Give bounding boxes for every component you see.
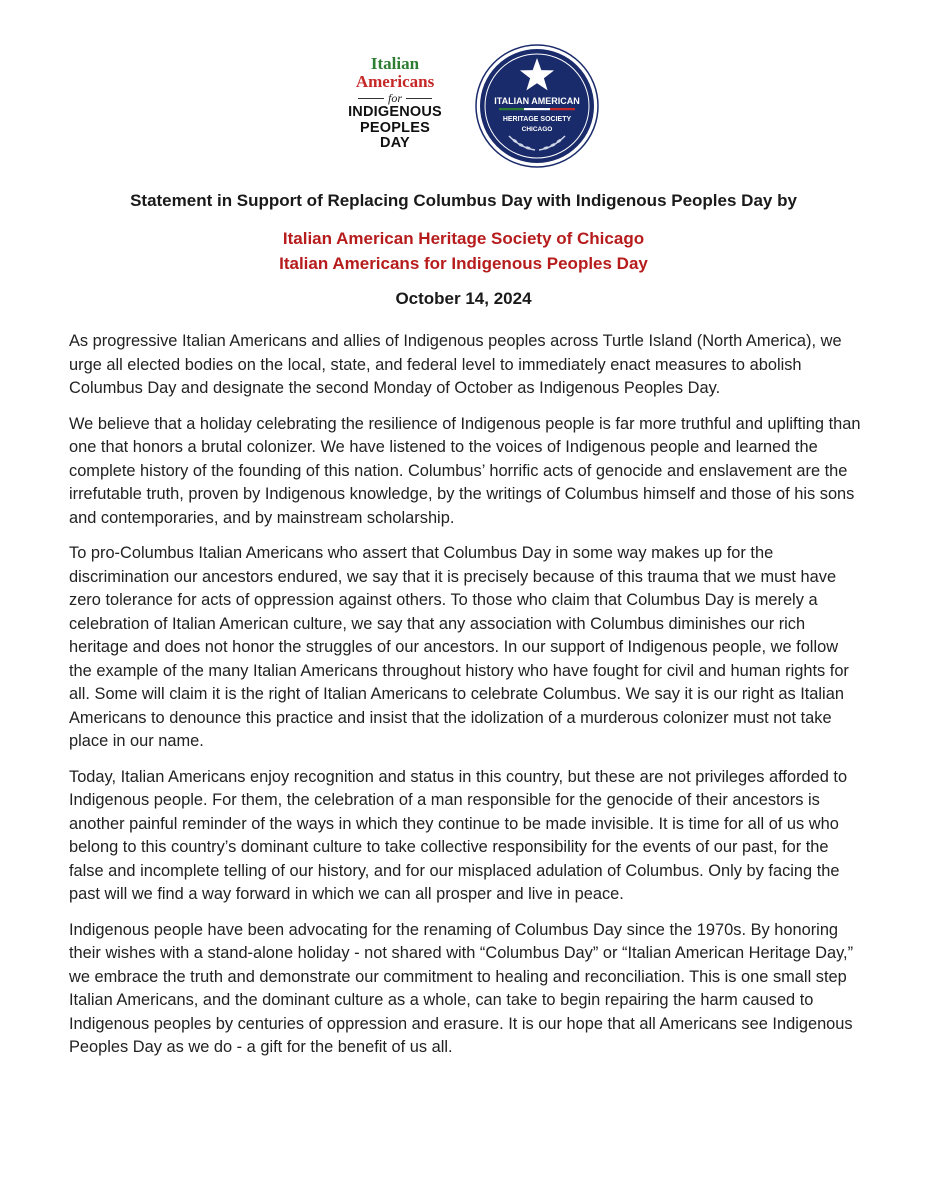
- logo-word-day: DAY: [380, 135, 410, 152]
- paragraph-2: We believe that a holiday celebrating the resilience of Indigenous people is far more truthful and uplifting than one that honors a brutal colonizer. We have listened to the voices of Indigenous people and learned the complete history of the founding of this nation. Columbus’ horrific acts of genocide and enslavement are the irrefutable truth, proven by Indigenous knowledge, by the writings of Columbus himself and those of his sons and contemporaries, and by mainstream scholarship.: [69, 414, 861, 527]
- logo-word-americans: Americans: [355, 72, 435, 91]
- logo-word-for: for: [387, 91, 402, 105]
- statement-body: [69, 330, 861, 1072]
- paragraph-4: Today, Italian Americans enjoy recognition and status in this country, but these are not privileges afforded to Indigenous people. For them, the celebration of a man responsible for the genocide of their ancestors is another painful reminder of the ways in which they continue to be made invisible. It is time for all of us who belong to this country’s dominant culture to take collective responsibility for the events of our past, for the false and incomplete telling of our history, and for our misplaced adulation of Columbus. Only by facing the past will we find a way forward in which we can all prosper and live in peace.: [69, 767, 848, 903]
- paragraph-3: To pro-Columbus Italian Americans who assert that Columbus Day in some way makes up for the discrimination our ancestors endured, we say that it is precisely because of this trauma that we must have zero tolerance for acts of oppression against others. To those who claim that Columbus Day is merely a celebration of Italian American culture, we say that any association with Columbus diminishes our rich heritage and does not honor the struggles of our ancestors. In our support of Indigenous people, we follow the example of the many Italian Americans throughout history who have fought for civil and human rights for all. Some will claim it is the right of Italian Americans to celebrate Columbus. We say it is our right as Italian Americans to denounce this practice and insist that the idolization of a murderous colonizer must not take place in our name.: [69, 544, 849, 750]
- logo-rule-right: [406, 98, 432, 99]
- statement-title: Statement in Support of Replacing Columbus Day with Indigenous Peoples Day by: [130, 191, 797, 210]
- logo-word-indigenous: INDIGENOUS: [348, 104, 442, 120]
- organization-name-2: Italian Americans for Indigenous Peoples Day: [279, 254, 648, 273]
- organization-name-1: Italian American Heritage Society of Chicago: [282, 229, 645, 248]
- logo-word-peoples: PEOPLES: [360, 119, 430, 136]
- paragraph-5: Indigenous people have been advocating for the renaming of Columbus Day since the 1970s. By honoring their wishes with a stand-alone holiday - not shared with “Columbus Day” or “Italian American Heritage Day,” we embrace the truth and demonstrate our commitment to healing and reconciliation. This is one small step Italian Americans, and the dominant culture as a whole, can take to begin repairing the harm caused to Indigenous peoples by centuries of oppression and erasure. It is our hope that all Americans see Indigenous Peoples Day as we do - a gift for the benefit of us all.: [69, 920, 854, 1056]
- logo-rule-left: [358, 98, 384, 99]
- logo-word-italian: Italian: [370, 54, 420, 73]
- seal-flag-stripe-red: [550, 108, 575, 110]
- logo-header: [0, 40, 927, 168]
- heritage-society-seal-logo: [475, 44, 599, 168]
- seal-flag-stripe-white: [524, 108, 550, 110]
- italian-americans-for-indigenous-peoples-day-logo: [330, 55, 460, 152]
- statement-date: October 14, 2024: [395, 289, 532, 308]
- seal-flag-stripe-green: [499, 108, 524, 110]
- paragraph-1: As progressive Italian Americans and allies of Indigenous peoples across Turtle Island (North America), we urge all elected bodies on the local, state, and federal level to immediately enact measures to abolish Columbus Day and designate the second Monday of October as Indigenous Peoples Day.: [69, 332, 842, 397]
- seal-text-line2: HERITAGE SOCIETY: [502, 116, 572, 123]
- seal-text-line1: ITALIAN AMERICAN: [494, 96, 580, 106]
- logo-for-row: [330, 92, 460, 104]
- seal-text-line3: CHICAGO: [521, 126, 553, 133]
